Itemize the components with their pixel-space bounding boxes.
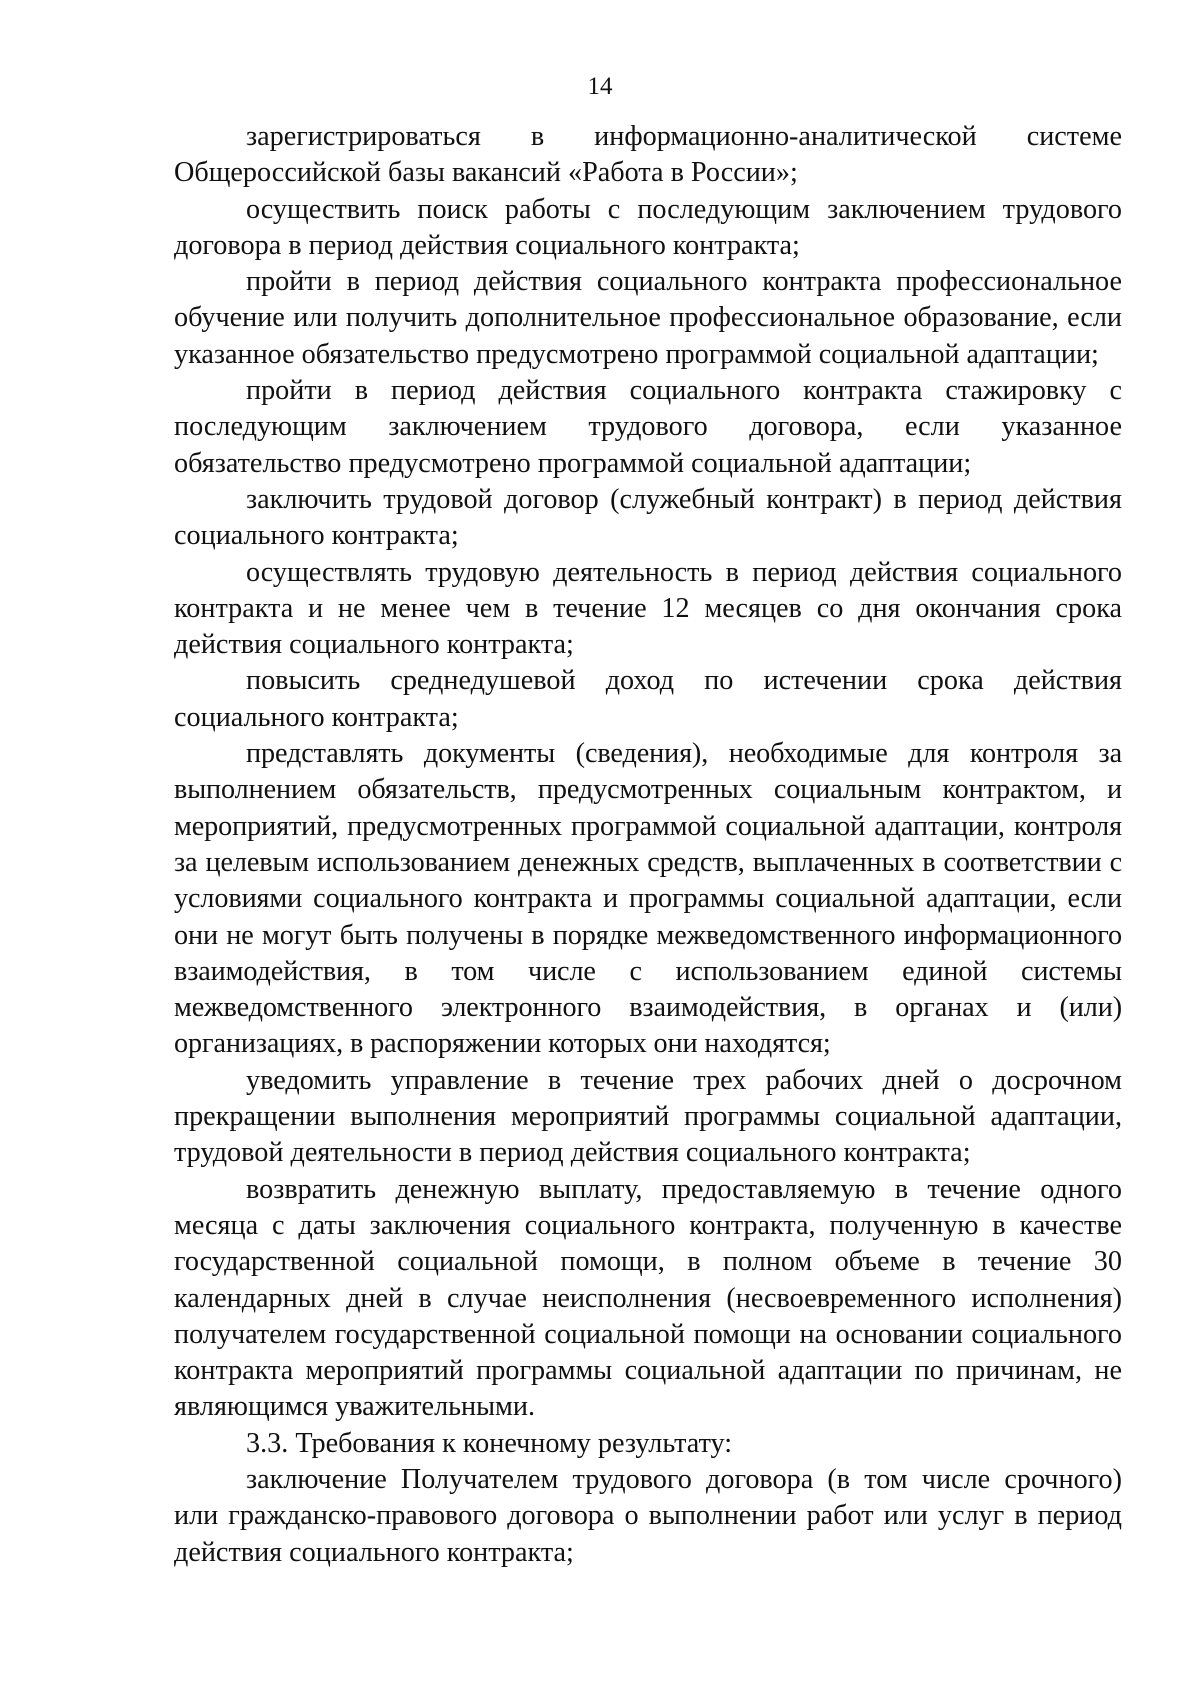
paragraph-employment-contract: заключить трудовой договор (служебный контракт) в период действия социального контракта; bbox=[174, 483, 1122, 552]
paragraph-internship: пройти в период действия социального контракта стажировку с последующим заключением трудового договора, если указанное обязательство предусмотрено программой социальной адаптации; bbox=[174, 375, 1122, 479]
section-heading-final-result: 3.3. Требования к конечному результату: bbox=[246, 1427, 733, 1459]
document-body bbox=[174, 119, 1122, 1571]
paragraph-labor-activity: осуществлять трудовую деятельность в период действия социального контракта и не менее чем в течение 12 месяцев со дня окончания срока действия социального контракта; bbox=[174, 556, 1122, 661]
paragraph-increase-income: повысить среднедушевой доход по истечении срока действия социального контракта; bbox=[174, 665, 1122, 733]
paragraph-notify-management: уведомить управление в течение трех рабочих дней о досрочном прекращении выполнения мероприятий программы социальной адаптации, трудовой деятельности в период действия социального контракта; bbox=[174, 1064, 1122, 1169]
paragraph-final-result-contract: заключение Получателем трудового договора (в том числе срочного) или гражданско-правового договора о выполнении работ или услуг в период действия социального контракта; bbox=[174, 1463, 1122, 1568]
paragraph-return-payment: возвратить денежную выплату, предоставляемую в течение одного месяца с даты заключения социального контракта, полученную в качестве государственной социальной помощи, в полном объеме в течение 30 календарных дней в случае неисполнения (несвоевременного исполнения) получателем государственной социальной помощи на основании социального контракта мероприятий программы социальной адаптации по причинам, не являющимся уважительными. bbox=[174, 1173, 1122, 1423]
paragraph-professional-training: пройти в период действия социального контракта профессиональное обучение или получить дополнительное профессиональное образование, если указанное обязательство предусмотрено программой социальной адаптации; bbox=[174, 266, 1122, 370]
paragraph-job-search: осуществить поиск работы с последующим заключением трудового договора в период действия социального контракта; bbox=[174, 193, 1122, 261]
page-number: 14 bbox=[587, 73, 613, 100]
paragraph-submit-documents: представлять документы (сведения), необходимые для контроля за выполнением обязательств, предусмотренных социальным контрактом, и мероприятий, предусмотренных программой социальной адаптации, контроля за целевым использованием денежных средств, выплаченных в соответствии с условиями социального контракта и программы социальной адаптации, если они не могут быть получены в порядке межведомственного информационного взаимодействия, в том числе с использованием единой системы межведомственного электронного взаимодействия, в органах и (или) организациях, в распоряжении которых они находятся; bbox=[174, 738, 1122, 1060]
paragraph-register-job-portal: зарегистрироваться в информационно-аналитической системе Общероссийской базы вакансий «Работа в России»; bbox=[174, 121, 1122, 189]
